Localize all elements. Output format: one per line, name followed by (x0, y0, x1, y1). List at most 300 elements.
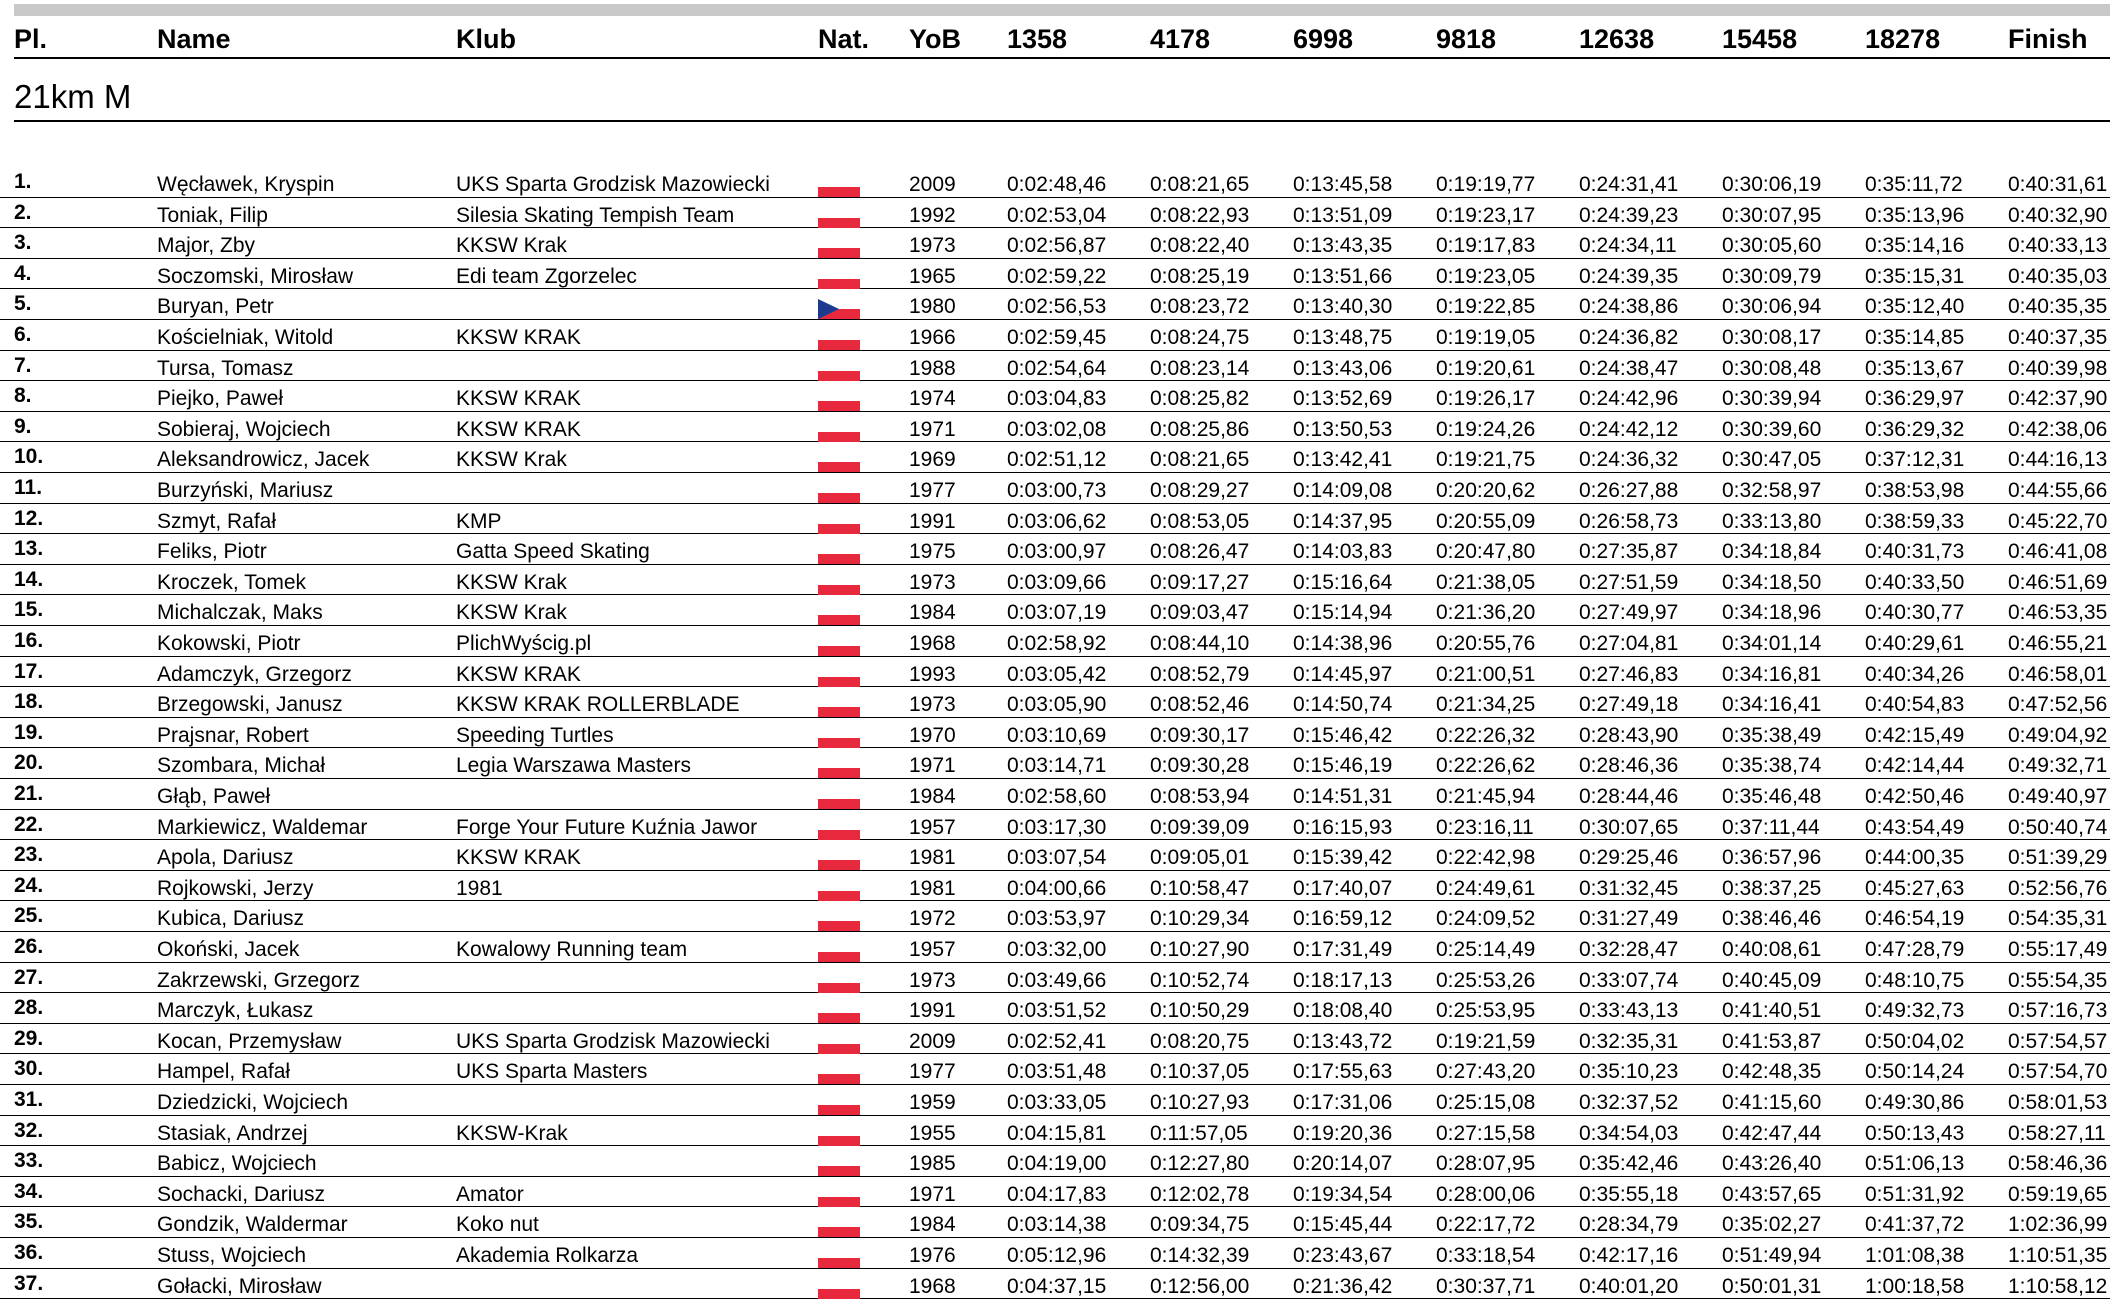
split-time-cell: 0:34:16,41 (1722, 693, 1822, 717)
name-cell: Sochacki, Dariusz (157, 1182, 326, 1206)
yob-cell: 1977 (909, 479, 956, 502)
split-time-cell: 0:09:03,47 (1150, 601, 1250, 625)
split-time-cell: 0:35:12,40 (1865, 295, 1965, 319)
split-time-cell: 0:08:52,79 (1150, 662, 1250, 686)
polish-flag-icon (818, 422, 860, 442)
split-time-cell: 0:17:55,63 (1293, 1060, 1393, 1084)
table-row (0, 1024, 2110, 1055)
table-row (0, 259, 2110, 290)
yob-cell: 1971 (909, 1182, 956, 1206)
table-row (0, 473, 2110, 504)
polish-flag-icon (818, 1126, 860, 1146)
split-time-cell: 0:19:21,75 (1436, 448, 1536, 472)
split-time-cell: 0:34:18,84 (1722, 540, 1822, 564)
split-time-cell: 0:35:10,23 (1579, 1060, 1679, 1084)
split-time-cell: 0:02:51,12 (1007, 448, 1107, 472)
section-title: 21km M (14, 78, 132, 115)
name-cell: Michalczak, Maks (157, 601, 323, 625)
split-time-cell: 0:14:38,96 (1293, 632, 1393, 655)
split-time-cell: 0:25:53,26 (1436, 968, 1536, 992)
split-time-cell: 0:49:30,86 (1865, 1091, 1965, 1114)
split-time-cell: 0:24:42,96 (1579, 387, 1679, 411)
split-time-cell: 0:32:37,52 (1579, 1091, 1679, 1114)
split-time-cell: 0:30:39,60 (1722, 417, 1822, 441)
split-time-cell: 0:35:38,74 (1722, 754, 1822, 778)
split-time-cell: 0:24:38,86 (1579, 295, 1679, 319)
split-time-cell: 0:32:58,97 (1722, 479, 1822, 502)
split-time-cell: 0:19:23,05 (1436, 264, 1536, 288)
split-time-cell: 0:24:38,47 (1579, 356, 1679, 380)
finish-time-cell: 0:46:53,35 (2008, 601, 2108, 625)
finish-time-cell: 0:55:54,35 (2008, 968, 2108, 992)
polish-flag-icon (818, 1279, 860, 1299)
split-time-cell: 0:37:11,44 (1722, 815, 1820, 839)
split-time-cell: 0:44:00,35 (1865, 846, 1965, 870)
header-split-6: 15458 (1722, 24, 1798, 54)
split-time-cell: 0:15:16,64 (1293, 570, 1393, 594)
split-time-cell: 0:19:19,05 (1436, 326, 1536, 349)
finish-time-cell: 0:51:39,29 (2008, 846, 2108, 870)
yob-cell: 1972 (909, 907, 956, 931)
split-time-cell: 0:30:09,79 (1722, 264, 1822, 288)
table-row (0, 1054, 2110, 1085)
split-time-cell: 0:12:56,00 (1150, 1274, 1250, 1298)
name-cell: Kocan, Przemysław (157, 1029, 342, 1053)
split-time-cell: 0:40:33,50 (1865, 570, 1965, 594)
split-time-cell: 0:33:07,74 (1579, 968, 1679, 992)
split-time-cell: 0:26:27,88 (1579, 479, 1679, 502)
split-time-cell: 0:09:30,28 (1150, 754, 1250, 778)
polish-flag-icon (818, 575, 860, 595)
split-time-cell: 0:14:32,39 (1150, 1244, 1250, 1267)
split-time-cell: 0:09:30,17 (1150, 723, 1250, 747)
place-cell: 35. (14, 1210, 44, 1234)
yob-cell: 1985 (909, 1152, 956, 1176)
header-split-7: 18278 (1865, 24, 1941, 54)
finish-time-cell: 0:57:16,73 (2008, 999, 2108, 1023)
split-time-cell: 0:24:36,82 (1579, 326, 1679, 349)
club-cell: KKSW KRAK (456, 662, 581, 686)
split-time-cell: 0:02:56,87 (1007, 234, 1107, 258)
split-time-cell: 0:41:15,60 (1722, 1091, 1822, 1114)
split-time-cell: 0:15:39,42 (1293, 846, 1393, 870)
split-time-cell: 0:09:39,09 (1150, 815, 1250, 839)
place-cell: 31. (14, 1088, 44, 1111)
polish-flag-icon (818, 514, 860, 534)
split-time-cell: 0:15:46,19 (1293, 754, 1393, 778)
split-time-cell: 0:42:47,44 (1722, 1121, 1822, 1145)
finish-time-cell: 0:40:32,90 (2008, 203, 2108, 227)
finish-time-cell: 0:46:51,69 (2008, 570, 2108, 594)
place-cell: 32. (14, 1118, 44, 1142)
split-time-cell: 0:35:13,67 (1865, 356, 1965, 380)
split-time-cell: 0:14:37,95 (1293, 509, 1393, 533)
place-cell: 15. (14, 598, 44, 622)
split-time-cell: 0:27:43,20 (1436, 1060, 1536, 1084)
split-time-cell: 0:27:49,18 (1579, 693, 1679, 717)
split-time-cell: 0:10:29,34 (1150, 907, 1250, 931)
place-cell: 22. (14, 812, 44, 836)
finish-time-cell: 0:57:54,57 (2008, 1029, 2108, 1053)
finish-time-cell: 0:59:19,65 (2008, 1182, 2108, 1206)
split-time-cell: 0:03:10,69 (1007, 723, 1107, 747)
club-cell: Speeding Turtles (456, 723, 614, 747)
place-cell: 17. (14, 659, 44, 683)
split-time-cell: 0:27:51,59 (1579, 570, 1679, 594)
split-time-cell: 0:10:27,93 (1150, 1091, 1250, 1114)
polish-flag-icon (818, 1003, 860, 1023)
split-time-cell: 0:13:40,30 (1293, 295, 1393, 319)
split-time-cell: 0:03:17,30 (1007, 815, 1107, 839)
place-cell: 30. (14, 1057, 44, 1081)
split-time-cell: 0:38:46,46 (1722, 907, 1822, 931)
club-cell: Amator (456, 1182, 524, 1206)
split-time-cell: 0:08:24,75 (1150, 326, 1250, 349)
split-time-cell: 0:28:43,90 (1579, 723, 1679, 747)
club-cell: Silesia Skating Tempish Team (456, 203, 735, 227)
split-time-cell: 0:08:25,86 (1150, 417, 1250, 441)
header-finish: Finish (2008, 24, 2088, 54)
polish-flag-icon (818, 1064, 860, 1084)
split-time-cell: 0:51:49,94 (1722, 1244, 1822, 1267)
yob-cell: 1969 (909, 448, 956, 472)
split-time-cell: 0:24:34,11 (1579, 234, 1677, 258)
polish-flag-icon (818, 544, 860, 564)
polish-flag-icon (818, 208, 860, 228)
place-cell: 4. (14, 261, 32, 285)
split-time-cell: 0:18:08,40 (1293, 999, 1393, 1023)
split-time-cell: 0:34:18,96 (1722, 601, 1822, 625)
yob-cell: 1988 (909, 356, 956, 380)
split-time-cell: 0:30:07,95 (1722, 203, 1822, 227)
header-split-5: 12638 (1579, 24, 1655, 54)
split-time-cell: 0:03:51,48 (1007, 1060, 1107, 1084)
yob-cell: 1984 (909, 601, 956, 625)
split-time-cell: 0:35:55,18 (1579, 1182, 1679, 1206)
split-time-cell: 0:03:00,97 (1007, 540, 1107, 564)
polish-flag-icon (818, 330, 860, 350)
split-time-cell: 0:27:49,97 (1579, 601, 1679, 625)
split-time-cell: 0:50:04,02 (1865, 1029, 1965, 1053)
polish-flag-icon (818, 667, 860, 687)
split-time-cell: 0:30:37,71 (1436, 1274, 1536, 1298)
split-time-cell: 0:15:46,42 (1293, 723, 1393, 747)
place-cell: 9. (14, 414, 32, 438)
polish-flag-icon (818, 728, 860, 748)
place-cell: 21. (14, 782, 44, 805)
yob-cell: 1957 (909, 938, 956, 961)
split-time-cell: 0:19:17,83 (1436, 234, 1536, 258)
split-time-cell: 0:08:29,27 (1150, 479, 1250, 502)
split-time-cell: 0:19:20,61 (1436, 356, 1536, 380)
split-time-cell: 0:02:59,22 (1007, 264, 1107, 288)
split-time-cell: 0:13:48,75 (1293, 326, 1393, 349)
name-cell: Kościelniak, Witold (157, 326, 334, 349)
finish-time-cell: 0:44:16,13 (2008, 448, 2108, 472)
yob-cell: 1968 (909, 1274, 956, 1298)
split-time-cell: 0:19:26,17 (1436, 387, 1536, 411)
split-time-cell: 0:38:59,33 (1865, 509, 1965, 533)
split-time-cell: 0:18:17,13 (1293, 968, 1393, 992)
split-time-cell: 0:02:58,60 (1007, 785, 1107, 808)
polish-flag-icon (818, 973, 860, 993)
split-time-cell: 0:30:39,94 (1722, 387, 1822, 411)
table-row (0, 198, 2110, 229)
split-time-cell: 0:19:24,26 (1436, 417, 1536, 441)
split-time-cell: 0:02:56,53 (1007, 295, 1107, 319)
split-time-cell: 0:20:20,62 (1436, 479, 1536, 502)
table-row (0, 351, 2110, 382)
split-time-cell: 0:08:25,82 (1150, 387, 1250, 411)
finish-time-cell: 0:44:55,66 (2008, 479, 2108, 502)
polish-flag-icon (818, 1217, 860, 1237)
finish-time-cell: 0:50:40,74 (2008, 815, 2108, 839)
split-time-cell: 0:08:21,65 (1150, 448, 1250, 472)
header-year-of-birth: YoB (909, 24, 961, 54)
split-time-cell: 0:14:45,97 (1293, 662, 1393, 686)
split-time-cell: 0:13:51,09 (1293, 203, 1393, 227)
polish-flag-icon (818, 911, 860, 931)
split-time-cell: 0:50:01,31 (1722, 1274, 1822, 1298)
split-time-cell: 0:21:36,20 (1436, 601, 1536, 625)
split-time-cell: 0:03:14,38 (1007, 1213, 1107, 1237)
yob-cell: 1984 (909, 1213, 956, 1237)
table-row (0, 1146, 2110, 1177)
place-cell: 14. (14, 567, 44, 591)
split-time-cell: 0:35:38,49 (1722, 723, 1822, 747)
split-time-cell: 0:35:42,46 (1579, 1152, 1679, 1176)
split-time-cell: 0:13:42,41 (1293, 448, 1393, 472)
split-time-cell: 0:35:11,72 (1865, 173, 1963, 196)
finish-time-cell: 0:46:55,21 (2008, 632, 2108, 655)
split-time-cell: 0:19:22,85 (1436, 295, 1536, 319)
yob-cell: 1977 (909, 1060, 956, 1084)
finish-time-cell: 0:40:33,13 (2008, 234, 2108, 258)
name-cell: Toniak, Filip (157, 203, 268, 227)
finish-time-cell: 1:10:58,12 (2008, 1274, 2108, 1298)
split-time-cell: 0:03:09,66 (1007, 570, 1107, 594)
split-time-cell: 0:51:31,92 (1865, 1182, 1965, 1206)
finish-time-cell: 0:40:37,35 (2008, 326, 2108, 349)
split-time-cell: 0:40:01,20 (1579, 1274, 1679, 1298)
split-time-cell: 0:10:27,90 (1150, 938, 1250, 961)
split-time-cell: 0:03:04,83 (1007, 387, 1107, 411)
split-time-cell: 0:46:54,19 (1865, 907, 1965, 931)
split-time-cell: 0:09:34,75 (1150, 1213, 1250, 1237)
split-time-cell: 0:08:44,10 (1150, 632, 1250, 655)
split-time-cell: 0:08:23,72 (1150, 295, 1250, 319)
yob-cell: 1973 (909, 968, 956, 992)
yob-cell: 1991 (909, 509, 956, 533)
polish-flag-icon (818, 1156, 860, 1176)
split-time-cell: 0:19:19,77 (1436, 173, 1536, 196)
split-time-cell: 0:30:05,60 (1722, 234, 1822, 258)
name-cell: Kubica, Dariusz (157, 907, 305, 931)
split-time-cell: 0:10:58,47 (1150, 876, 1250, 900)
club-cell: KKSW Krak (456, 601, 567, 625)
split-time-cell: 0:02:54,64 (1007, 356, 1107, 380)
club-cell: KKSW KRAK (456, 326, 581, 349)
name-cell: Węcławek, Kryspin (157, 173, 335, 196)
table-row (0, 810, 2110, 841)
table-row (0, 320, 2110, 351)
finish-time-cell: 1:02:36,99 (2008, 1213, 2108, 1237)
header-split-2: 4178 (1150, 24, 1211, 54)
place-cell: 5. (14, 292, 32, 316)
place-cell: 29. (14, 1026, 44, 1050)
split-time-cell: 0:04:37,15 (1007, 1274, 1107, 1298)
split-time-cell: 0:19:20,36 (1293, 1121, 1393, 1145)
place-cell: 28. (14, 996, 44, 1020)
header-split-4: 9818 (1436, 24, 1497, 54)
name-cell: Burzyński, Mariusz (157, 479, 334, 502)
club-cell: KKSW Krak (456, 448, 567, 472)
split-time-cell: 0:10:52,74 (1150, 968, 1250, 992)
name-cell: Prajsnar, Robert (157, 723, 309, 747)
split-time-cell: 0:30:47,05 (1722, 448, 1822, 472)
split-time-cell: 0:11:57,05 (1150, 1121, 1248, 1145)
split-time-cell: 0:12:02,78 (1150, 1182, 1250, 1206)
split-time-cell: 0:22:42,98 (1436, 846, 1536, 870)
split-time-cell: 0:41:37,72 (1865, 1213, 1965, 1237)
name-cell: Hampel, Rafał (157, 1060, 291, 1084)
polish-flag-icon (818, 269, 860, 289)
club-cell: KMP (456, 509, 502, 533)
split-time-cell: 1:00:18,58 (1865, 1274, 1965, 1298)
split-time-cell: 0:24:39,23 (1579, 203, 1679, 227)
split-time-cell: 0:47:28,79 (1865, 938, 1965, 961)
polish-flag-icon (818, 605, 860, 625)
finish-time-cell: 0:45:22,70 (2008, 509, 2108, 533)
header-club: Klub (456, 24, 516, 54)
split-time-cell: 0:04:17,83 (1007, 1182, 1107, 1206)
split-time-cell: 0:27:46,83 (1579, 662, 1679, 686)
table-row (0, 167, 2110, 198)
club-cell: KKSW KRAK ROLLERBLADE (456, 693, 740, 717)
name-cell: Major, Zby (157, 234, 256, 258)
split-time-cell: 0:08:22,93 (1150, 203, 1250, 227)
split-time-cell: 0:21:36,42 (1293, 1274, 1393, 1298)
split-time-cell: 0:04:00,66 (1007, 876, 1107, 900)
split-time-cell: 0:13:43,35 (1293, 234, 1393, 258)
place-cell: 2. (14, 200, 32, 224)
split-time-cell: 0:13:52,69 (1293, 387, 1393, 411)
split-time-cell: 0:43:54,49 (1865, 815, 1965, 839)
header-name: Name (157, 24, 231, 54)
table-row (0, 1207, 2110, 1238)
polish-flag-icon (818, 789, 860, 809)
split-time-cell: 0:40:29,61 (1865, 632, 1965, 655)
table-row (0, 871, 2110, 902)
split-time-cell: 0:02:58,92 (1007, 632, 1107, 655)
split-time-cell: 0:50:13,43 (1865, 1121, 1965, 1145)
polish-flag-icon (818, 636, 860, 656)
finish-time-cell: 0:40:35,03 (2008, 264, 2108, 288)
split-time-cell: 0:34:01,14 (1722, 632, 1822, 655)
split-time-cell: 0:03:32,00 (1007, 938, 1107, 961)
split-time-cell: 0:17:31,06 (1293, 1091, 1393, 1114)
split-time-cell: 0:03:14,71 (1007, 754, 1107, 778)
split-time-cell: 0:28:44,46 (1579, 785, 1679, 808)
split-time-cell: 0:29:25,46 (1579, 846, 1679, 870)
split-time-cell: 0:02:52,41 (1007, 1029, 1107, 1053)
split-time-cell: 0:08:25,19 (1150, 264, 1250, 288)
club-cell: UKS Sparta Masters (456, 1060, 648, 1084)
split-time-cell: 0:13:45,58 (1293, 173, 1393, 196)
header-split-3: 6998 (1293, 24, 1354, 54)
club-cell: KKSW Krak (456, 234, 567, 258)
split-time-cell: 0:04:15,81 (1007, 1121, 1107, 1145)
table-row (0, 963, 2110, 994)
place-cell: 20. (14, 751, 44, 775)
split-time-cell: 0:02:53,04 (1007, 203, 1107, 227)
split-time-cell: 0:34:54,03 (1579, 1121, 1679, 1145)
yob-cell: 1973 (909, 234, 956, 258)
split-time-cell: 0:23:16,11 (1436, 815, 1534, 839)
split-time-cell: 0:17:40,07 (1293, 876, 1393, 900)
club-cell: Forge Your Future Kuźnia Jawor (456, 815, 758, 839)
table-row (0, 228, 2110, 259)
split-time-cell: 0:40:08,61 (1722, 938, 1822, 961)
split-time-cell: 0:28:00,06 (1436, 1182, 1536, 1206)
yob-cell: 1957 (909, 815, 956, 839)
place-cell: 24. (14, 873, 44, 897)
yob-cell: 1980 (909, 295, 956, 319)
finish-time-cell: 0:54:35,31 (2008, 907, 2108, 931)
table-row (0, 748, 2110, 779)
place-cell: 19. (14, 720, 44, 744)
place-cell: 12. (14, 506, 44, 530)
finish-time-cell: 1:10:51,35 (2008, 1244, 2108, 1267)
name-cell: Brzegowski, Janusz (157, 693, 343, 717)
finish-time-cell: 0:47:52,56 (2008, 693, 2108, 717)
split-time-cell: 0:43:57,65 (1722, 1182, 1822, 1206)
split-time-cell: 0:28:46,36 (1579, 754, 1679, 778)
name-cell: Stasiak, Andrzej (157, 1121, 308, 1145)
place-cell: 26. (14, 935, 44, 958)
split-time-cell: 0:04:19,00 (1007, 1152, 1107, 1176)
club-cell: Kowalowy Running team (456, 938, 688, 961)
table-row (0, 993, 2110, 1024)
name-cell: Głąb, Paweł (157, 785, 271, 808)
split-time-cell: 0:48:10,75 (1865, 968, 1965, 992)
name-cell: Kroczek, Tomek (157, 570, 306, 594)
name-cell: Szmyt, Rafał (157, 509, 277, 533)
club-cell: UKS Sparta Grodzisk Mazowiecki (456, 173, 770, 196)
header-split-1: 1358 (1007, 24, 1068, 54)
place-cell: 16. (14, 629, 44, 652)
split-time-cell: 0:35:13,96 (1865, 203, 1965, 227)
split-time-cell: 0:17:31,49 (1293, 938, 1393, 961)
split-time-cell: 0:27:15,58 (1436, 1121, 1536, 1145)
name-cell: Markiewicz, Waldemar (157, 815, 368, 839)
split-time-cell: 0:36:29,32 (1865, 417, 1965, 441)
place-cell: 11. (14, 476, 43, 499)
split-time-cell: 0:02:48,46 (1007, 173, 1107, 196)
split-time-cell: 0:41:40,51 (1722, 999, 1822, 1023)
split-time-cell: 0:24:09,52 (1436, 907, 1536, 931)
polish-flag-icon (818, 881, 860, 901)
split-time-cell: 0:27:04,81 (1579, 632, 1679, 655)
split-time-cell: 0:05:12,96 (1007, 1244, 1107, 1267)
club-cell: Koko nut (456, 1213, 539, 1237)
place-cell: 1. (14, 170, 32, 193)
split-time-cell: 0:28:07,95 (1436, 1152, 1536, 1176)
club-cell: Edi team Zgorzelec (456, 264, 637, 288)
split-time-cell: 0:35:02,27 (1722, 1213, 1822, 1237)
split-time-cell: 0:40:34,26 (1865, 662, 1965, 686)
yob-cell: 1984 (909, 785, 956, 808)
